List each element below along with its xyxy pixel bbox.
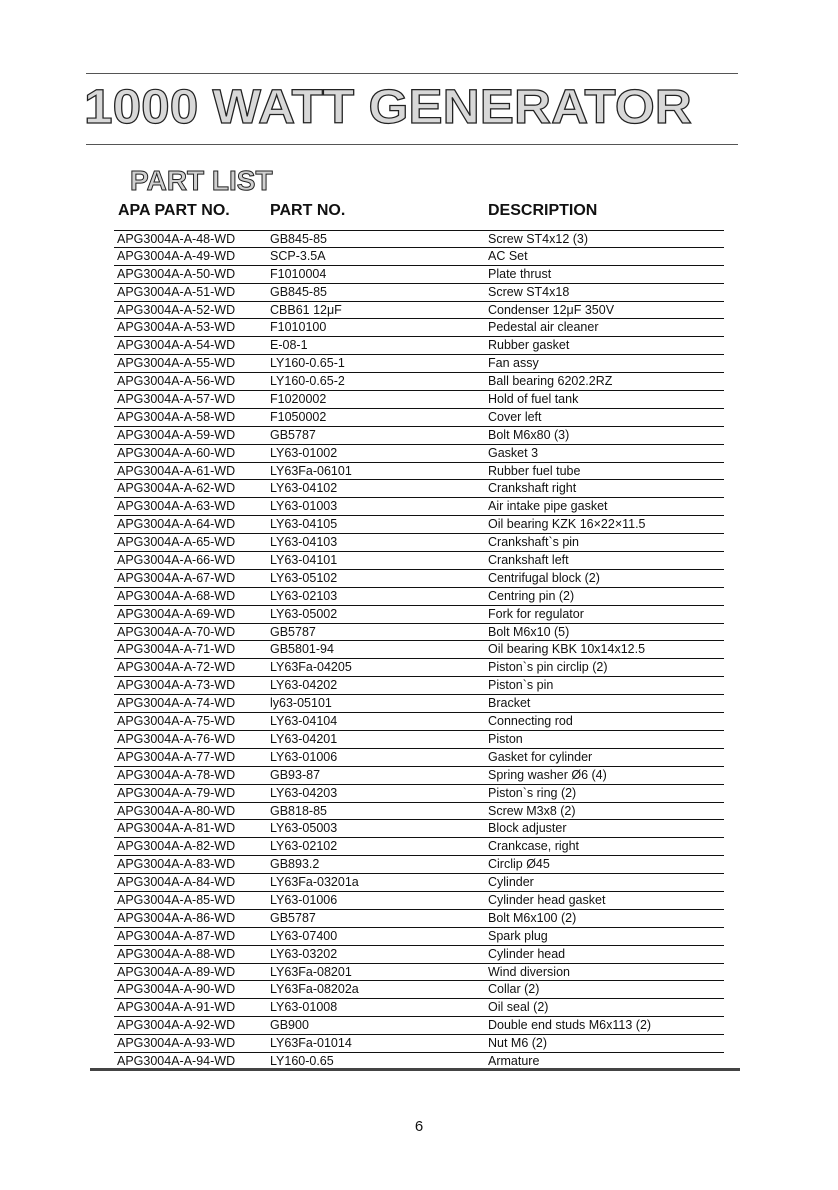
description-cell: Centring pin (2) bbox=[488, 588, 575, 603]
part-no-cell: LY63-04102 bbox=[270, 481, 338, 496]
description-cell: Crankcase, right bbox=[488, 839, 580, 854]
part-no-cell: GB93-87 bbox=[270, 767, 321, 782]
part-no-cell: CBB61 12μF bbox=[270, 302, 342, 317]
description-cell: Piston bbox=[488, 731, 523, 746]
description-cell: Cylinder head bbox=[488, 946, 566, 961]
table-row bbox=[114, 946, 724, 964]
table-row bbox=[114, 516, 724, 534]
part-no-cell: LY160-0.65 bbox=[270, 1053, 334, 1068]
table-row bbox=[114, 910, 724, 928]
apa-part-no-cell: APG3004A-A-79-WD bbox=[117, 785, 236, 800]
apa-part-no-cell: APG3004A-A-82-WD bbox=[117, 839, 236, 854]
part-no-cell: LY63-04105 bbox=[270, 517, 338, 532]
description-cell: Rubber fuel tube bbox=[488, 463, 581, 478]
description-cell: Gasket for cylinder bbox=[488, 749, 593, 764]
table-row bbox=[114, 785, 724, 803]
part-no-cell: LY63-07400 bbox=[270, 928, 338, 943]
top-rule bbox=[86, 73, 738, 74]
description-cell: Cover left bbox=[488, 409, 542, 424]
part-no-cell: GB818-85 bbox=[270, 803, 327, 818]
table-row bbox=[114, 749, 724, 767]
table-row bbox=[114, 999, 724, 1017]
part-no-cell: LY63-05102 bbox=[270, 570, 338, 585]
table-row bbox=[114, 624, 724, 642]
apa-part-no-cell: APG3004A-A-74-WD bbox=[117, 696, 236, 711]
description-cell: Condenser 12μF 350V bbox=[488, 302, 615, 317]
table-row bbox=[114, 964, 724, 982]
parts-table bbox=[114, 230, 724, 1071]
description-cell: Fork for regulator bbox=[488, 606, 584, 621]
apa-part-no-cell: APG3004A-A-85-WD bbox=[117, 892, 236, 907]
page-number: 6 bbox=[414, 1118, 424, 1135]
part-no-cell: LY63-01008 bbox=[270, 1000, 338, 1015]
part-no-cell: F1050002 bbox=[270, 409, 327, 424]
table-row bbox=[114, 874, 724, 892]
description-cell: Spark plug bbox=[488, 928, 548, 943]
part-no-cell: GB893.2 bbox=[270, 857, 320, 872]
description-cell: Centrifugal block (2) bbox=[488, 570, 600, 585]
apa-part-no-cell: APG3004A-A-94-WD bbox=[117, 1053, 236, 1068]
description-cell: Wind diversion bbox=[488, 964, 570, 979]
table-row bbox=[114, 534, 724, 552]
table-row bbox=[114, 337, 724, 355]
table-row bbox=[114, 1017, 724, 1035]
table-header bbox=[114, 202, 724, 224]
description-cell: Bolt M6x100 (2) bbox=[488, 910, 577, 925]
table-row bbox=[114, 355, 724, 373]
apa-part-no-cell: APG3004A-A-69-WD bbox=[117, 606, 236, 621]
description-cell: Crankshaft right bbox=[488, 481, 577, 496]
part-no-cell: LY63-04104 bbox=[270, 714, 338, 729]
table-row bbox=[114, 266, 724, 284]
table-row bbox=[114, 1035, 724, 1053]
description-cell: Piston`s pin circlip (2) bbox=[488, 660, 608, 675]
part-no-cell: LY63-04103 bbox=[270, 535, 338, 550]
part-no-cell: F1010100 bbox=[270, 320, 327, 335]
column-header-apa-part-no: APA PART NO. bbox=[118, 202, 230, 219]
part-no-cell: LY63-03202 bbox=[270, 946, 338, 961]
column-header-description: DESCRIPTION bbox=[488, 202, 598, 219]
part-no-cell: LY63-02102 bbox=[270, 839, 338, 854]
apa-part-no-cell: APG3004A-A-91-WD bbox=[117, 1000, 236, 1015]
description-cell: Pedestal air cleaner bbox=[488, 320, 599, 335]
table-row bbox=[114, 373, 724, 391]
part-no-cell: GB5787 bbox=[270, 910, 316, 925]
description-cell: Piston`s ring (2) bbox=[488, 785, 577, 800]
apa-part-no-cell: APG3004A-A-56-WD bbox=[117, 374, 236, 389]
table-row bbox=[114, 445, 724, 463]
apa-part-no-cell: APG3004A-A-93-WD bbox=[117, 1036, 236, 1051]
apa-part-no-cell: APG3004A-A-81-WD bbox=[117, 821, 236, 836]
apa-part-no-cell: APG3004A-A-88-WD bbox=[117, 946, 236, 961]
table-row bbox=[114, 427, 724, 445]
part-no-cell: GB5787 bbox=[270, 624, 316, 639]
part-no-cell: LY63-01006 bbox=[270, 892, 338, 907]
table-row bbox=[114, 928, 724, 946]
description-cell: Bolt M6x80 (3) bbox=[488, 427, 570, 442]
part-no-cell: LY63Fa-01014 bbox=[270, 1036, 352, 1051]
part-no-cell: ly63-05101 bbox=[270, 696, 332, 711]
table-row bbox=[114, 391, 724, 409]
description-cell: Collar (2) bbox=[488, 982, 540, 997]
part-no-cell: LY63-02103 bbox=[270, 588, 338, 603]
apa-part-no-cell: APG3004A-A-59-WD bbox=[117, 427, 236, 442]
apa-part-no-cell: APG3004A-A-72-WD bbox=[117, 660, 236, 675]
description-cell: Air intake pipe gasket bbox=[488, 499, 608, 514]
description-cell: Bracket bbox=[488, 696, 531, 711]
description-cell: Oil bearing KBK 10x14x12.5 bbox=[488, 642, 646, 657]
apa-part-no-cell: APG3004A-A-68-WD bbox=[117, 588, 236, 603]
part-no-cell: LY63-01003 bbox=[270, 499, 338, 514]
table-row bbox=[114, 659, 724, 677]
apa-part-no-cell: APG3004A-A-70-WD bbox=[117, 624, 236, 639]
description-cell: Spring washer Ø6 (4) bbox=[488, 767, 607, 782]
table-row bbox=[114, 230, 724, 248]
description-cell: Gasket 3 bbox=[488, 445, 539, 460]
table-row bbox=[114, 302, 724, 320]
table-row bbox=[114, 570, 724, 588]
table-row bbox=[114, 981, 724, 999]
apa-part-no-cell: APG3004A-A-92-WD bbox=[117, 1018, 236, 1033]
apa-part-no-cell: APG3004A-A-76-WD bbox=[117, 731, 236, 746]
part-no-cell: GB845-85 bbox=[270, 284, 327, 299]
apa-part-no-cell: APG3004A-A-62-WD bbox=[117, 481, 236, 496]
part-no-cell: GB900 bbox=[270, 1018, 309, 1033]
part-no-cell: F1010004 bbox=[270, 266, 327, 281]
table-row bbox=[114, 248, 724, 266]
description-cell: Plate thrust bbox=[488, 266, 552, 281]
table-row bbox=[114, 838, 724, 856]
apa-part-no-cell: APG3004A-A-75-WD bbox=[117, 714, 236, 729]
apa-part-no-cell: APG3004A-A-89-WD bbox=[117, 964, 236, 979]
description-cell: AC Set bbox=[488, 248, 528, 263]
apa-part-no-cell: APG3004A-A-73-WD bbox=[117, 678, 236, 693]
description-cell: Screw ST4x12 (3) bbox=[488, 232, 589, 246]
apa-part-no-cell: APG3004A-A-48-WD bbox=[117, 232, 236, 246]
title-rule bbox=[86, 144, 738, 145]
apa-part-no-cell: APG3004A-A-86-WD bbox=[117, 910, 236, 925]
part-no-cell: SCP-3.5A bbox=[270, 248, 326, 263]
apa-part-no-cell: APG3004A-A-80-WD bbox=[117, 803, 236, 818]
description-cell: Block adjuster bbox=[488, 821, 567, 836]
table-row bbox=[114, 641, 724, 659]
description-cell: Fan assy bbox=[488, 356, 539, 371]
table-row bbox=[114, 498, 724, 516]
apa-part-no-cell: APG3004A-A-66-WD bbox=[117, 553, 236, 568]
part-no-cell: LY63Fa-08201 bbox=[270, 964, 352, 979]
part-no-cell: LY160-0.65-1 bbox=[270, 356, 345, 371]
part-no-cell: GB5787 bbox=[270, 427, 316, 442]
apa-part-no-cell: APG3004A-A-61-WD bbox=[117, 463, 236, 478]
apa-part-no-cell: APG3004A-A-83-WD bbox=[117, 857, 236, 872]
apa-part-no-cell: APG3004A-A-64-WD bbox=[117, 517, 236, 532]
apa-part-no-cell: APG3004A-A-58-WD bbox=[117, 409, 236, 424]
apa-part-no-cell: APG3004A-A-63-WD bbox=[117, 499, 236, 514]
table-row bbox=[114, 588, 724, 606]
apa-part-no-cell: APG3004A-A-54-WD bbox=[117, 338, 236, 353]
table-row bbox=[114, 319, 724, 337]
description-cell: Screw M3x8 (2) bbox=[488, 803, 576, 818]
description-cell: Hold of fuel tank bbox=[488, 392, 579, 407]
description-cell: Connecting rod bbox=[488, 714, 573, 729]
description-cell: Oil bearing KZK 16×22×11.5 bbox=[488, 517, 646, 532]
description-cell: Cylinder head gasket bbox=[488, 892, 606, 907]
table-row bbox=[114, 820, 724, 838]
description-cell: Rubber gasket bbox=[488, 338, 570, 353]
apa-part-no-cell: APG3004A-A-50-WD bbox=[117, 266, 236, 281]
description-cell: Cylinder bbox=[488, 875, 534, 890]
table-row bbox=[114, 695, 724, 713]
table-row bbox=[114, 856, 724, 874]
description-cell: Bolt M6x10 (5) bbox=[488, 624, 570, 639]
table-row bbox=[114, 677, 724, 695]
part-no-cell: LY63-04101 bbox=[270, 553, 338, 568]
table-row bbox=[114, 767, 724, 785]
apa-part-no-cell: APG3004A-A-57-WD bbox=[117, 392, 236, 407]
part-no-cell: GB5801-94 bbox=[270, 642, 334, 657]
description-cell: Armature bbox=[488, 1053, 540, 1068]
page-title: 1000 WATT GENERATOR bbox=[84, 81, 692, 134]
table-row bbox=[114, 284, 724, 302]
description-cell: Crankshaft`s pin bbox=[488, 535, 580, 550]
apa-part-no-cell: APG3004A-A-49-WD bbox=[117, 248, 236, 263]
table-row bbox=[114, 463, 724, 481]
apa-part-no-cell: APG3004A-A-52-WD bbox=[117, 302, 236, 317]
description-cell: Double end studs M6x113 (2) bbox=[488, 1018, 652, 1033]
part-no-cell: LY63Fa-06101 bbox=[270, 463, 352, 478]
apa-part-no-cell: APG3004A-A-60-WD bbox=[117, 445, 236, 460]
part-no-cell: E-08-1 bbox=[270, 338, 308, 353]
section-title: PART LIST bbox=[130, 165, 273, 196]
part-no-cell: LY160-0.65-2 bbox=[270, 374, 345, 389]
apa-part-no-cell: APG3004A-A-77-WD bbox=[117, 749, 236, 764]
apa-part-no-cell: APG3004A-A-53-WD bbox=[117, 320, 236, 335]
description-cell: Circlip Ø45 bbox=[488, 857, 550, 872]
apa-part-no-cell: APG3004A-A-78-WD bbox=[117, 767, 236, 782]
part-no-cell: LY63-01006 bbox=[270, 749, 338, 764]
table-row bbox=[114, 606, 724, 624]
apa-part-no-cell: APG3004A-A-90-WD bbox=[117, 982, 236, 997]
table-row bbox=[114, 713, 724, 731]
description-cell: Piston`s pin bbox=[488, 678, 554, 693]
bottom-rule bbox=[90, 1068, 740, 1071]
table-row bbox=[114, 892, 724, 910]
apa-part-no-cell: APG3004A-A-67-WD bbox=[117, 570, 236, 585]
description-cell: Crankshaft left bbox=[488, 553, 569, 568]
part-no-cell: LY63-01002 bbox=[270, 445, 338, 460]
apa-part-no-cell: APG3004A-A-87-WD bbox=[117, 928, 236, 943]
apa-part-no-cell: APG3004A-A-65-WD bbox=[117, 535, 236, 550]
part-no-cell: LY63Fa-08202a bbox=[270, 982, 359, 997]
description-cell: Oil seal (2) bbox=[488, 1000, 549, 1015]
table-row bbox=[114, 803, 724, 821]
table-row bbox=[114, 552, 724, 570]
part-no-cell: LY63-04202 bbox=[270, 678, 338, 693]
part-no-cell: GB845-85 bbox=[270, 232, 327, 246]
table-row bbox=[114, 409, 724, 427]
part-no-cell: LY63Fa-04205 bbox=[270, 660, 352, 675]
table-row bbox=[114, 731, 724, 749]
column-header-part-no: PART NO. bbox=[270, 202, 346, 219]
apa-part-no-cell: APG3004A-A-71-WD bbox=[117, 642, 236, 657]
description-cell: Nut M6 (2) bbox=[488, 1036, 548, 1051]
apa-part-no-cell: APG3004A-A-55-WD bbox=[117, 356, 236, 371]
description-cell: Ball bearing 6202.2RZ bbox=[488, 374, 613, 389]
description-cell: Screw ST4x18 bbox=[488, 284, 570, 299]
part-no-cell: F1020002 bbox=[270, 392, 327, 407]
part-no-cell: LY63Fa-03201a bbox=[270, 875, 359, 890]
part-no-cell: LY63-04203 bbox=[270, 785, 338, 800]
part-no-cell: LY63-05003 bbox=[270, 821, 338, 836]
table-row bbox=[114, 480, 724, 498]
part-no-cell: LY63-04201 bbox=[270, 731, 338, 746]
part-no-cell: LY63-05002 bbox=[270, 606, 338, 621]
apa-part-no-cell: APG3004A-A-84-WD bbox=[117, 875, 236, 890]
apa-part-no-cell: APG3004A-A-51-WD bbox=[117, 284, 236, 299]
